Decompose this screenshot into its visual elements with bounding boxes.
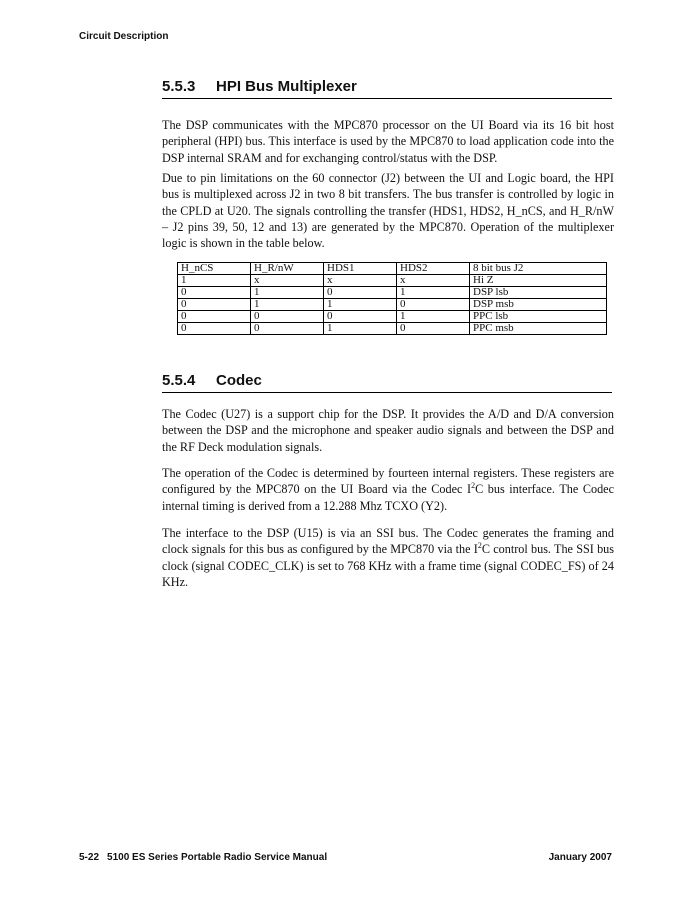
table-cell: 0	[178, 311, 251, 323]
table-cell: 1	[324, 323, 397, 335]
table-header-cell: H_R/nW	[251, 263, 324, 275]
manual-title: 5100 ES Series Portable Radio Service Manual	[107, 852, 328, 863]
paragraph-text: The operation of the Codec is determined by fourteen internal registers. These registers are configured by the MPC870 on the UI Board via the Codec I	[162, 466, 614, 497]
table-cell: DSP msb	[470, 299, 607, 311]
table-header-row	[178, 263, 607, 275]
paragraph-text: C control bus. The SSI bus clock (signal CODEC_CLK) is set to 768 KHz with a frame time (signal CODEC_FS) of 24 KHz.	[162, 542, 614, 589]
table-cell: 0	[324, 311, 397, 323]
superscript: 2	[477, 541, 482, 551]
footer-date: January 2007	[548, 852, 612, 863]
table-cell: 0	[251, 323, 324, 335]
section-number: 5.5.4	[162, 372, 196, 389]
table-cell: 0	[178, 287, 251, 299]
table-cell: x	[397, 275, 470, 287]
table-cell: PPC lsb	[470, 311, 607, 323]
table-cell: 0	[251, 311, 324, 323]
paragraph-codec-2	[162, 465, 614, 514]
table-cell: 0	[397, 299, 470, 311]
table-cell: 1	[251, 287, 324, 299]
table-cell: 1	[178, 275, 251, 287]
table-header-cell: H_nCS	[178, 263, 251, 275]
section-heading-codec	[162, 372, 612, 393]
table-cell: 0	[178, 299, 251, 311]
table-row	[178, 275, 607, 287]
table-cell: 1	[251, 299, 324, 311]
superscript: 2	[471, 481, 476, 491]
table-row	[178, 299, 607, 311]
table-row	[178, 311, 607, 323]
table-cell: PPC msb	[470, 323, 607, 335]
section-title: Codec	[216, 372, 262, 389]
section-number: 5.5.3	[162, 78, 196, 95]
paragraph-text: C bus interface. The Codec internal timing is derived from a 12.288 Mhz TCXO (Y2).	[162, 482, 615, 513]
running-header: Circuit Description	[79, 31, 169, 42]
section-heading-hpi	[162, 78, 612, 99]
table-cell: DSP lsb	[470, 287, 607, 299]
table-cell: 0	[178, 323, 251, 335]
table-row	[178, 323, 607, 335]
table-cell: 1	[397, 311, 470, 323]
paragraph-text: The interface to the DSP (U15) is via an SSI bus. The Codec generates the framing and clock signals for this bus as configured by the MPC870 via the I	[162, 526, 614, 557]
paragraph-codec-3	[162, 525, 614, 590]
table-header-cell: HDS2	[397, 263, 470, 275]
table-row	[178, 287, 607, 299]
table-cell: x	[251, 275, 324, 287]
section-title: HPI Bus Multiplexer	[216, 78, 357, 95]
table-cell: 0	[324, 287, 397, 299]
table-header-cell: 8 bit bus J2	[470, 263, 607, 275]
table-cell: 1	[397, 287, 470, 299]
paragraph-hpi-2: Due to pin limitations on the 60 connector (J2) between the UI and Logic board, the HPI bus is multiplexed across J2 in two 8 bit transfers. The bus transfer is controlled by logic in the CPLD at U20. The signals controlling the transfer (HDS1, HDS2, H_nCS, and H_R/nW – J2 pins 39, 50, 12 and 13) are generated by the MPC870. Operation of the multiplexer logic is shown in the table below.	[162, 171, 614, 251]
table-cell: Hi Z	[470, 275, 607, 287]
multiplexer-table	[177, 262, 607, 335]
paragraph-codec-1: The Codec (U27) is a support chip for the DSP. It provides the A/D and D/A conversion between the DSP and the microphone and speaker audio signals and between the DSP and the RF Deck modulation signals.	[162, 407, 614, 454]
footer-left	[79, 852, 327, 863]
table-cell: 1	[324, 299, 397, 311]
paragraph-hpi-1: The DSP communicates with the MPC870 processor on the UI Board via its 16 bit host peripheral (HPI) bus. This interface is used by the MPC870 to load application code into the DSP internal SRAM and for exchanging control/status with the DSP.	[162, 118, 614, 165]
page-number: 5-22	[79, 852, 100, 863]
table-cell: 0	[397, 323, 470, 335]
table-cell: x	[324, 275, 397, 287]
table-header-cell: HDS1	[324, 263, 397, 275]
